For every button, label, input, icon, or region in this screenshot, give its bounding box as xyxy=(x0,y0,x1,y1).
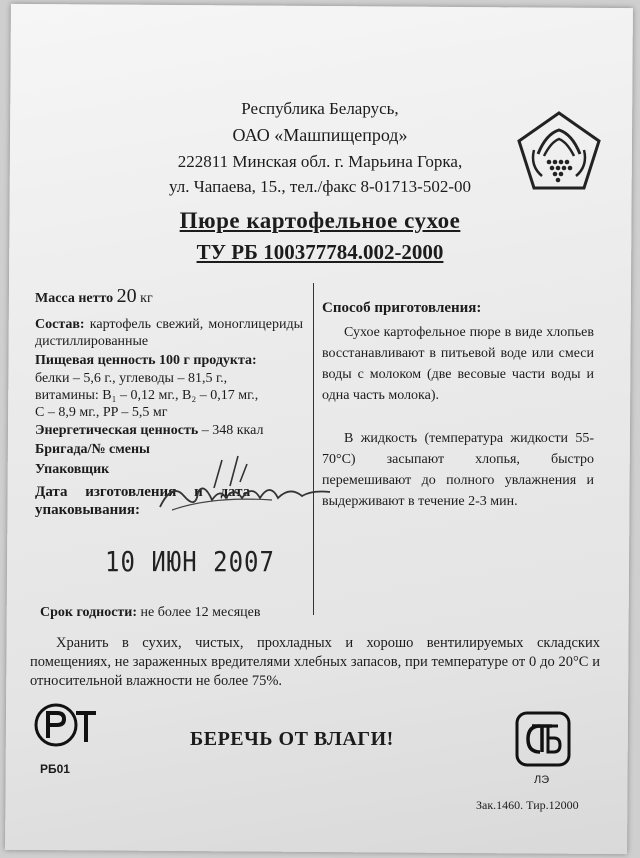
storage-conditions: Хранить в сухих, чистых, прохладных и хорошо вентилируемых складских помещениях, не зараженных вредителями хлебных запасов, при температуре от 0 до 20°С и относительной влажности не более 75%. xyxy=(30,635,600,689)
pct-certification-icon xyxy=(34,702,98,748)
product-title: Пюре картофельное сухое xyxy=(179,208,461,233)
nutrition-label: Пищевая ценность 100 г продукта: xyxy=(35,353,257,368)
composition: Состав: картофель свежий, моноглицериды дистиллированные xyxy=(35,317,303,349)
brigade-label: Бригада/№ смены xyxy=(35,442,150,457)
method-title: Способ приготовления: xyxy=(322,300,482,316)
keep-dry-warning: БЕРЕЧЬ ОТ ВЛАГИ! xyxy=(190,728,394,750)
column-divider xyxy=(313,283,314,615)
print-order-info: Зак.1460. Тир.12000 xyxy=(476,798,579,812)
production-date-stamp: 10 ИЮН 2007 xyxy=(105,545,275,579)
nutrition-line-2: витамины: B₁ – 0,12 мг., B₂ – 0,17 мг., xyxy=(35,388,259,403)
net-mass: Масса нетто 20 кг xyxy=(35,285,153,307)
nutrition-line-1: белки – 5,6 г., углеводы – 81,5 г., xyxy=(35,371,228,386)
country-line: Республика Беларусь, xyxy=(241,99,399,118)
packer-label: Упаковщик xyxy=(35,462,110,477)
method-paragraph-1: Сухое картофельное пюре в виде хлопьев восстанавливают в питьевой воде или смеси воды с молоком (две весовые части воды и одна часть молока). xyxy=(322,325,594,403)
certification-code: РБ01 xyxy=(40,762,70,776)
lab-code: ЛЭ xyxy=(534,774,550,786)
stb-certification-icon xyxy=(514,710,572,768)
date-label-2: упаковывания: xyxy=(35,502,141,518)
shelf-life: Срок годности: не более 12 месяцев xyxy=(40,605,261,620)
nutrition-line-3: С – 8,9 мг., PP – 5,5 мг xyxy=(35,405,168,420)
energy-value: Энергетическая ценность – 348 ккал xyxy=(35,423,264,438)
date-label: Дата изготовления и дата xyxy=(35,484,251,500)
company-address: 222811 Минская обл. г. Марьина Горка, xyxy=(177,152,463,171)
method-paragraph-2: В жидкость (температура жидкости 55-70°С) засыпают хлопья, быстро перемешивают до полного увлажнения и выдерживают в течение 2-3 мин. xyxy=(322,431,594,509)
company-contacts: ул. Чапаева, 15., тел./факс 8-01713-502-00 xyxy=(169,177,471,196)
company-name: ОАО «Машпищепрод» xyxy=(232,125,408,145)
product-standard: ТУ РБ 100377784.002-2000 xyxy=(196,240,444,264)
